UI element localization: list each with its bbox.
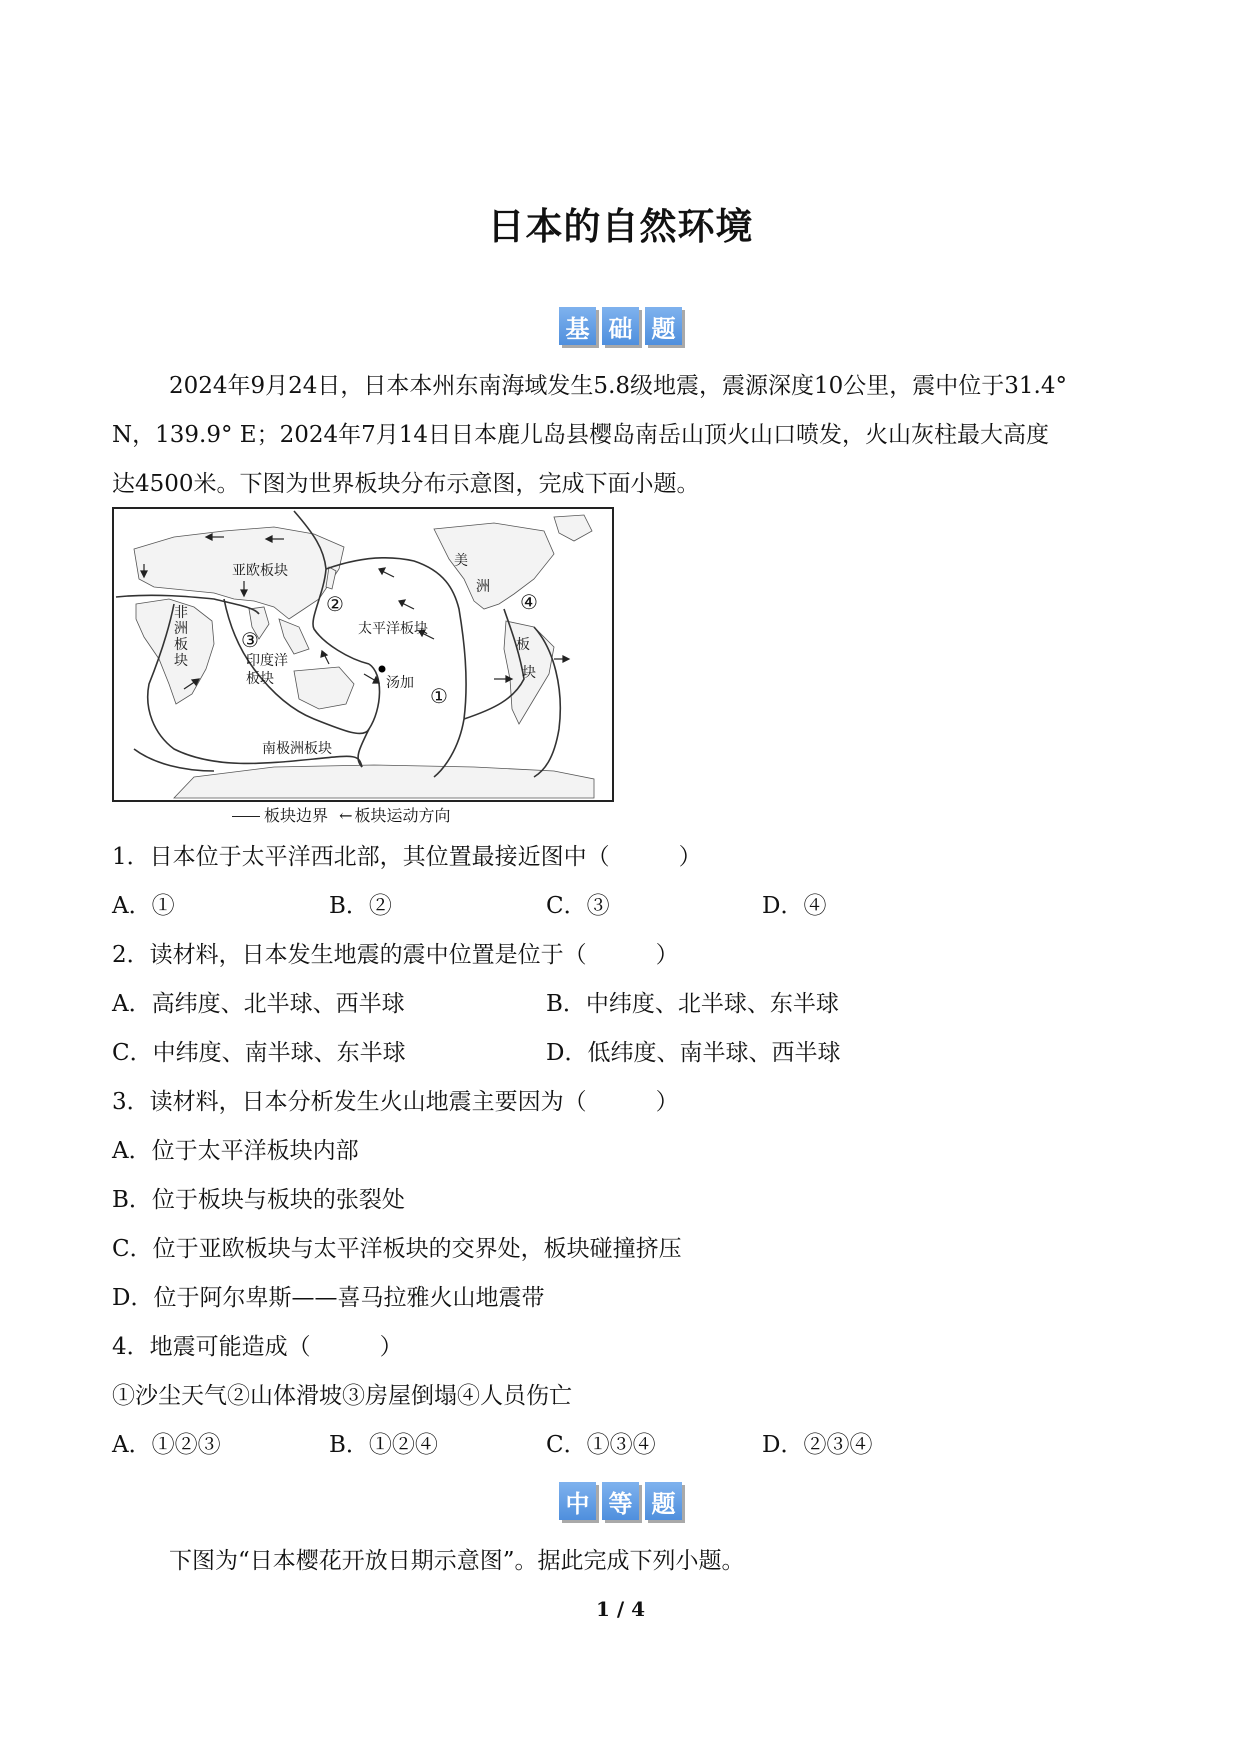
answer-option[interactable]: C．①③④ (546, 1432, 656, 1458)
boundary-line (134, 749, 214, 771)
africa-plate-label: 非 (174, 605, 188, 621)
intro-line: N，139.9° E；2024年7月14日日本鹿儿岛县樱岛南岳山顶火山口喷发，火山灰柱最大高度 (112, 422, 1050, 448)
map-legend (232, 806, 451, 826)
answer-option[interactable]: A．① (112, 893, 175, 919)
badge-char: 等 (602, 1482, 639, 1520)
answer-option[interactable]: B．①②④ (329, 1432, 438, 1458)
world-plate-map (112, 507, 614, 802)
legend-arrow-symbol: ← (339, 806, 353, 825)
motion-arrow (402, 603, 414, 609)
legend-boundary-label: 板块边界 (264, 806, 329, 825)
southeast-asia-landmass (279, 619, 309, 654)
answer-option[interactable]: C．③ (546, 893, 610, 919)
legend-line-symbol (232, 816, 260, 817)
section-badge-basic (0, 307, 1241, 345)
medium-intro-text: 下图为“日本樱花开放日期示意图”。据此完成下列小题。 (169, 1548, 745, 1574)
intro-paragraph (112, 362, 1122, 509)
answer-option[interactable]: A．①②③ (112, 1432, 221, 1458)
legend-motion-label: 板块运动方向 (354, 806, 451, 825)
indian-plate-label: 印度洋 (246, 653, 288, 669)
africa-plate-label: 板 (174, 637, 188, 653)
answer-option[interactable]: D．低纬度、南半球、西半球 (546, 1040, 841, 1066)
question-stem: 3．读材料，日本分析发生火山地震主要因为（ ） (112, 1089, 679, 1115)
badge-char: 基 (559, 307, 596, 345)
america-plate-label: 板 (516, 637, 530, 653)
america-plate-label: 洲 (476, 579, 490, 595)
answer-option[interactable]: C．位于亚欧板块与太平洋板块的交界处，板块碰撞挤压 (112, 1236, 682, 1262)
pacific-plate-label: 太平洋板块 (358, 621, 428, 637)
africa-plate-label: 块 (174, 653, 188, 669)
answer-option[interactable]: C．中纬度、南半球、东半球 (112, 1040, 406, 1066)
section-badge-medium (0, 1482, 1241, 1520)
page-title: 日本的自然环境 (487, 205, 754, 248)
answer-option[interactable]: B．中纬度、北半球、东半球 (546, 991, 839, 1017)
badge-char: 题 (645, 307, 682, 345)
africa-plate-label: 洲 (174, 621, 188, 637)
marker-2: ② (326, 592, 344, 616)
badge-char: 中 (559, 1482, 596, 1520)
america-plate-label: 块 (522, 665, 536, 681)
intro-line: 2024年9月24日，日本本州东南海域发生5.8级地震，震源深度10公里，震中位于31.4° (169, 373, 1067, 399)
eurasia-plate-label: 亚欧板块 (232, 563, 288, 579)
question-stem: 4．地震可能造成（ ） (112, 1334, 403, 1360)
marker-4: ④ (520, 590, 538, 614)
america-plate-label: 美 (454, 553, 468, 569)
marker-3: ③ (241, 628, 259, 652)
question-stem: 2．读材料，日本发生地震的震中位置是位于（ ） (112, 942, 679, 968)
motion-arrow (382, 571, 394, 577)
answer-option[interactable]: B．② (329, 893, 392, 919)
answer-option[interactable]: A．高纬度、北半球、西半球 (112, 991, 405, 1017)
answer-option[interactable]: D．②③④ (762, 1432, 873, 1458)
intro-line: 达4500米。下图为世界板块分布示意图，完成下面小题。 (112, 471, 700, 497)
antarctic-plate-label: 南极洲板块 (262, 741, 332, 757)
answer-option[interactable]: B．位于板块与板块的张裂处 (112, 1187, 405, 1213)
answer-option[interactable]: D．位于阿尔卑斯——喜马拉雅火山地震带 (112, 1285, 545, 1311)
greenland-landmass (554, 515, 592, 541)
badge-char: 题 (645, 1482, 682, 1520)
page-number: 1 / 4 (595, 1597, 646, 1621)
australia-landmass (294, 667, 354, 709)
marker-1: ① (430, 684, 448, 708)
boundary-line (326, 558, 466, 777)
answer-option[interactable]: A．位于太平洋板块内部 (112, 1138, 359, 1164)
question-sub-items: ①沙尘天气②山体滑坡③房屋倒塌④人员伤亡 (112, 1383, 572, 1409)
badge-char: 础 (602, 307, 639, 345)
question-stem: 1．日本位于太平洋西北部，其位置最接近图中（ ） (112, 844, 702, 870)
tonga-label: 汤加 (386, 675, 414, 691)
tonga-dot (379, 666, 386, 673)
antarctica-landmass (174, 765, 594, 798)
answer-option[interactable]: D．④ (762, 893, 827, 919)
indian-plate-label: 板块 (246, 671, 274, 687)
